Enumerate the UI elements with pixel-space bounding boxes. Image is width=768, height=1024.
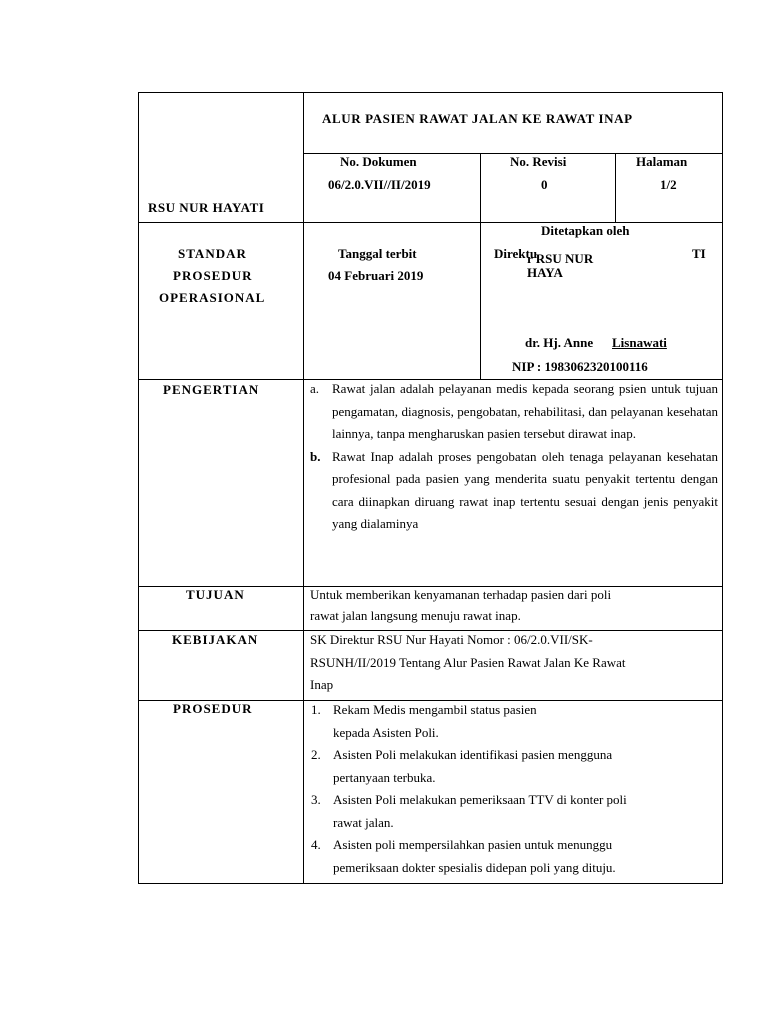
step-line: pertanyaan terbuka. bbox=[333, 769, 436, 785]
director-title-d: HAYA bbox=[527, 265, 563, 280]
pengertian-item-a bbox=[310, 378, 718, 446]
item-label: a. bbox=[310, 381, 320, 396]
step-number: 1. bbox=[311, 702, 321, 717]
tujuan-line-1: Untuk memberikan kenyamanan terhadap pasien dari poli bbox=[310, 587, 612, 602]
step-number: 2. bbox=[311, 747, 321, 762]
signer-nip: NIP : 1983062320100116 bbox=[512, 359, 648, 374]
step-line: Rekam Medis mengambil status pasien bbox=[333, 702, 537, 717]
prosedur-step bbox=[311, 699, 719, 744]
director-title-c: TI bbox=[692, 246, 706, 261]
signer-name-last: Lisnawati bbox=[612, 335, 667, 350]
row-divider bbox=[138, 222, 723, 223]
section-pengertian: PENGERTIAN bbox=[163, 382, 260, 397]
approved-by-label: Ditetapkan oleh bbox=[541, 223, 630, 238]
page-value: 1/2 bbox=[660, 177, 677, 192]
step-line: pemeriksaan dokter spesialis didepan poli yang dituju. bbox=[333, 859, 616, 875]
page-label: Halaman bbox=[636, 154, 688, 169]
director-title-b: r RSU NUR bbox=[527, 251, 594, 266]
sop-line-3: OPERASIONAL bbox=[159, 290, 266, 305]
prosedur-step bbox=[311, 834, 719, 879]
tujuan-line-2: rawat jalan langsung menuju rawat inap. bbox=[310, 608, 521, 623]
document-title: ALUR PASIEN RAWAT JALAN KE RAWAT INAP bbox=[322, 111, 633, 126]
revision-label: No. Revisi bbox=[510, 154, 567, 169]
section-kebijakan: KEBIJAKAN bbox=[172, 632, 259, 647]
prosedur-step bbox=[311, 789, 719, 834]
director-title-a: Direktu bbox=[494, 246, 538, 261]
issue-date-label: Tanggal terbit bbox=[338, 246, 417, 261]
step-line: Asisten Poli melakukan pemeriksaan TTV di konter poli bbox=[333, 792, 627, 807]
item-label: b. bbox=[310, 448, 321, 464]
pengertian-item-b bbox=[310, 446, 718, 536]
column-divider bbox=[303, 92, 304, 884]
prosedur-step bbox=[311, 744, 719, 789]
issue-date-value: 04 Februari 2019 bbox=[328, 268, 424, 283]
column-divider bbox=[480, 153, 481, 380]
kebijakan-line-1: SK Direktur RSU Nur Hayati Nomor : 06/2.0.VII/SK- bbox=[310, 632, 593, 647]
signer-name-first: dr. Hj. Anne bbox=[525, 335, 594, 350]
section-tujuan: TUJUAN bbox=[186, 587, 245, 602]
row-divider bbox=[138, 630, 723, 631]
step-line: kepada Asisten Poli. bbox=[333, 724, 439, 740]
revision-value: 0 bbox=[541, 177, 548, 192]
prosedur-list bbox=[311, 699, 719, 879]
kebijakan-line-3: Inap bbox=[310, 677, 334, 692]
column-divider bbox=[615, 153, 616, 222]
step-number: 4. bbox=[311, 837, 321, 852]
hospital-name: RSU NUR HAYATI bbox=[148, 200, 265, 215]
section-prosedur: PROSEDUR bbox=[173, 701, 253, 716]
pengertian-content bbox=[310, 378, 718, 536]
item-text: Rawat jalan adalah pelayanan medis kepada seorang psien untuk tujuan pengamatan, diagnosis, pengobatan, rehabilitasi, dan pelayanan kesehatan lainnya, tanpa mengharuskan pasien tersebut dirawat inap. bbox=[332, 381, 718, 441]
doc-number-label: No. Dokumen bbox=[340, 154, 417, 169]
step-line: rawat jalan. bbox=[333, 814, 394, 830]
step-line: Asisten Poli melakukan identifikasi pasien mengguna bbox=[333, 747, 613, 762]
step-number: 3. bbox=[311, 792, 321, 807]
step-line: Asisten poli mempersilahkan pasien untuk menunggu bbox=[333, 837, 613, 852]
sop-line-2: PROSEDUR bbox=[173, 268, 253, 283]
doc-number-value: 06/2.0.VII//II/2019 bbox=[328, 177, 431, 192]
item-text: Rawat Inap adalah proses pengobatan oleh tenaga pelayanan kesehatan profesional pada pasien yang menderita suatu penyakit tertentu dengan cara diinapkan diruang rawat inap tertentu sesuai dengan jenis penyakit yang dialaminya bbox=[332, 448, 718, 531]
sop-line-1: STANDAR bbox=[178, 246, 247, 261]
kebijakan-line-2: RSUNH/II/2019 Tentang Alur Pasien Rawat Jalan Ke Rawat bbox=[310, 655, 626, 670]
